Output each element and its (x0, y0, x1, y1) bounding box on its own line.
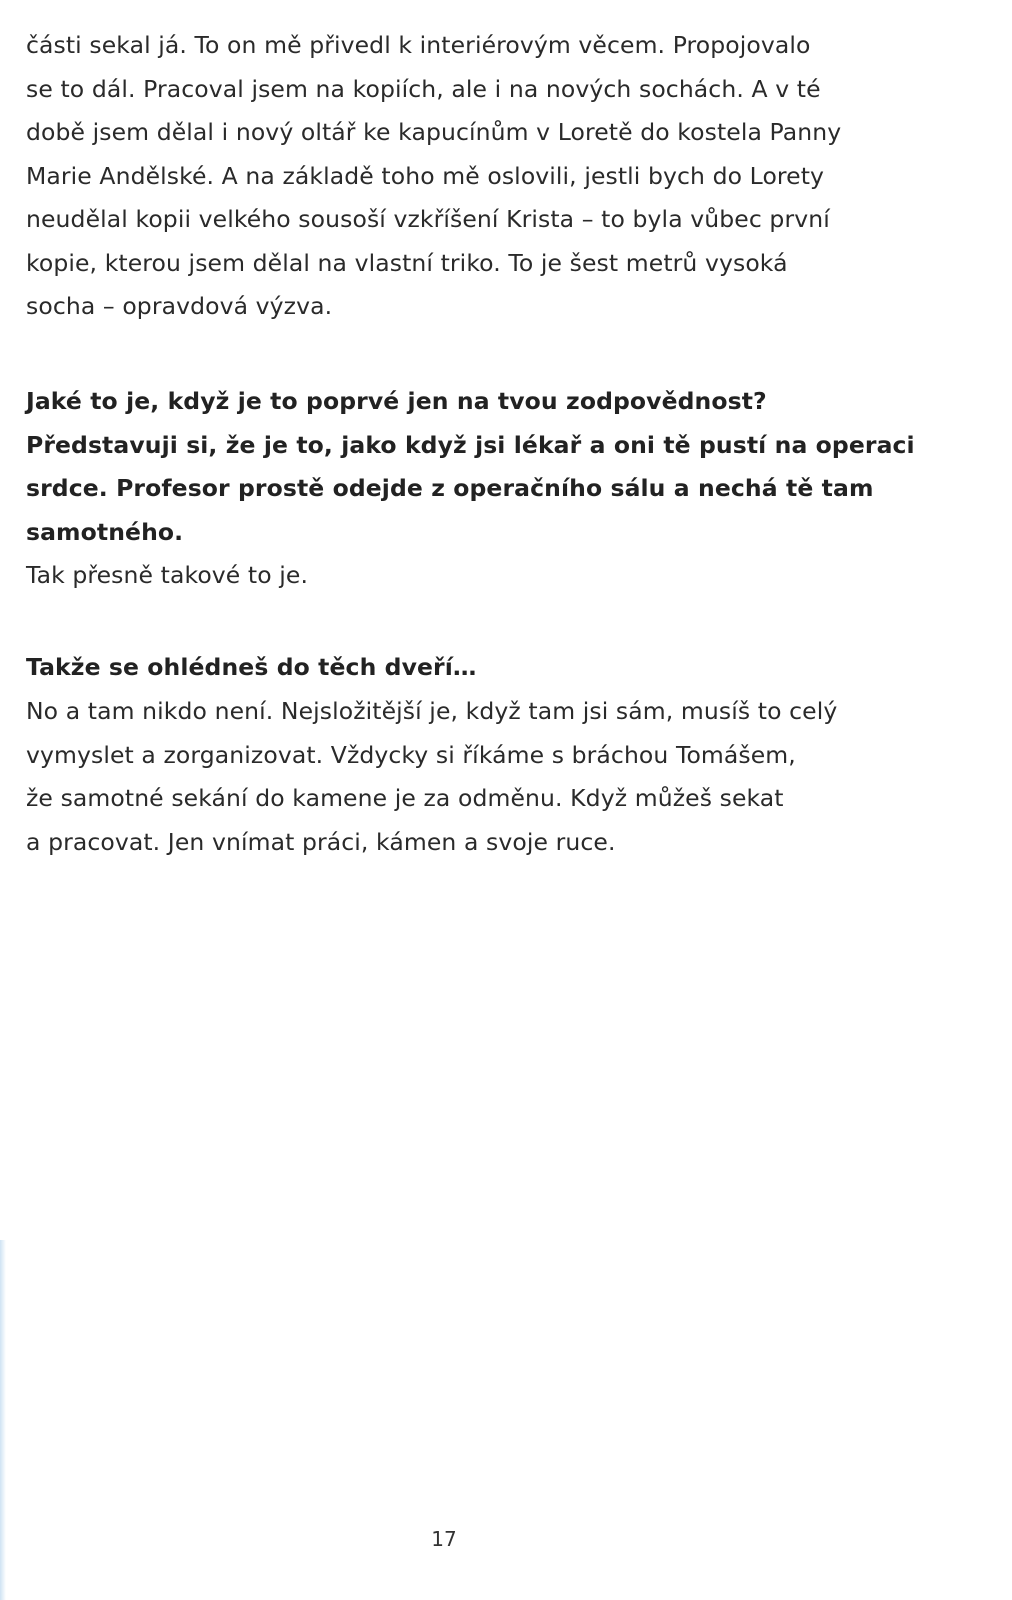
question-line: Takže se ohlédneš do těch dveří… (26, 653, 477, 681)
paragraph-intro (26, 24, 926, 329)
interview-answer-2 (26, 690, 926, 864)
interview-question-2 (26, 646, 926, 690)
question-line: srdce. Profesor prostě odejde z operačního sálu a nechá tě tam (26, 474, 874, 502)
page-number: 17 (431, 1527, 457, 1551)
question-line: Představuji si, že je to, jako když jsi lékař a oni tě pustí na operaci (26, 430, 915, 459)
answer-line: a pracovat. Jen vnímat práci, kámen a svoje ruce. (26, 827, 616, 856)
text-line: Marie Andělské. A na základě toho mě oslovili, jestli bych do Lorety (26, 161, 825, 190)
answer-line: Tak přesně takové to je. (26, 561, 309, 589)
interview-answer-1 (26, 554, 926, 598)
answer-line: No a tam nikdo není. Nejsložitější je, když tam jsi sám, musíš to celý (26, 697, 838, 725)
text-line: socha – opravdová výzva. (26, 292, 333, 320)
text-line: kopie, kterou jsem dělal na vlastní triko. To je šest metrů vysoká (26, 248, 788, 277)
question-line: Jaké to je, když je to poprvé jen na tvou zodpovědnost? (26, 387, 767, 415)
answer-line: vymyslet a zorganizovat. Vždycky si říkáme s bráchou Tomášem, (26, 740, 796, 769)
text-line: době jsem dělal i nový oltář ke kapucínům v Loretě do kostela Panny (26, 118, 842, 146)
text-line: se to dál. Pracoval jsem na kopiích, ale i na nových sochách. A v té (26, 74, 821, 103)
text-line: neudělal kopii velkého sousoší vzkříšení Krista – to byla vůbec první (26, 205, 830, 233)
answer-line: že samotné sekání do kamene je za odměnu. Když můžeš sekat (26, 784, 784, 812)
text-line: části sekal já. To on mě přivedl k interiérovým věcem. Propojovalo (26, 31, 811, 59)
interview-question-1 (26, 380, 926, 554)
question-line: samotného. (26, 517, 184, 546)
